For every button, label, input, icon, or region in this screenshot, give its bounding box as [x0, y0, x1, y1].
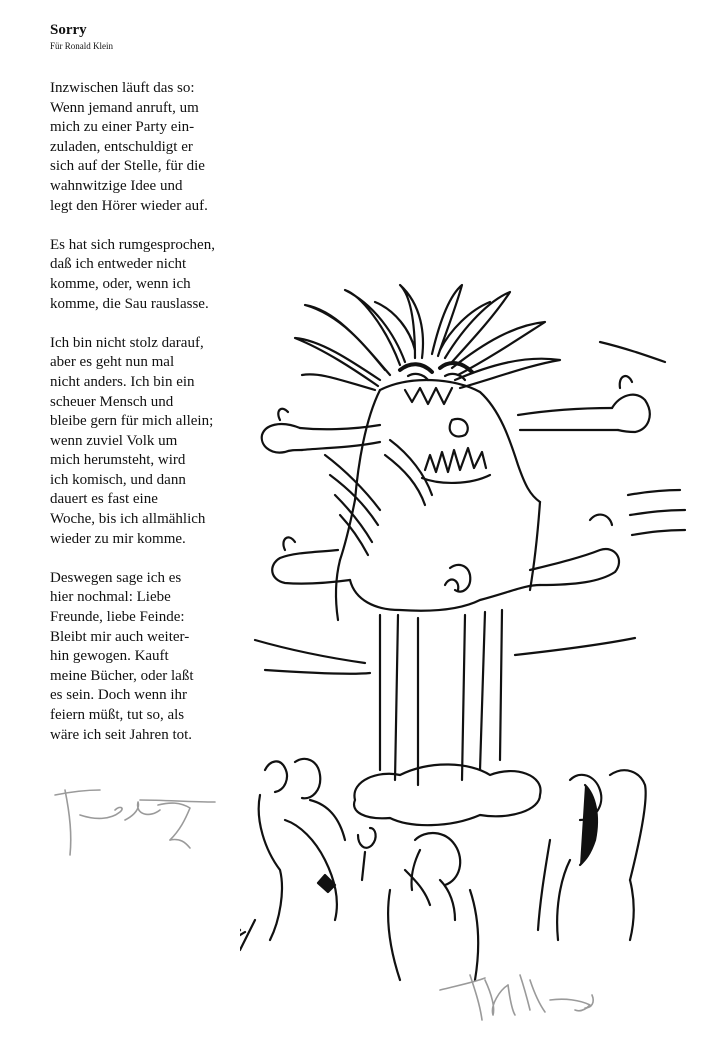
- poem-line: wenn zuviel Volk um: [50, 432, 178, 449]
- speed-lines: [255, 610, 635, 785]
- poem-body: [50, 79, 265, 765]
- stanza: [50, 569, 265, 745]
- crowd: [240, 759, 646, 980]
- poem-line: Bleibt mir auch weiter-: [50, 628, 190, 645]
- stanza: [50, 236, 265, 314]
- figure-body: [336, 363, 540, 620]
- figure-legs: [272, 515, 619, 611]
- poem-line: Es hat sich rumgesprochen,: [50, 236, 215, 253]
- poem-title: Sorry: [50, 22, 87, 38]
- poem-line: daß ich entweder nicht: [50, 256, 187, 273]
- dedication: Für Ronald Klein: [50, 41, 113, 51]
- stanza: [50, 334, 265, 550]
- poem-line: wäre ich seit Jahren tot.: [50, 726, 193, 743]
- motion-lines: [325, 440, 432, 555]
- poem-line: ich komisch, und dann: [50, 471, 186, 488]
- poem-line: nicht anders. Ich bin ein: [50, 373, 195, 390]
- poem-line: zuladen, entschuldigt er: [50, 138, 193, 155]
- poem-line: es sein. Doch wenn ihr: [50, 687, 188, 704]
- signature-bottom: [430, 960, 610, 1030]
- poem-line: hin gewogen. Kauft: [50, 648, 169, 665]
- poem-line: Woche, bis ich allmählich: [50, 511, 206, 528]
- poem-line: dauert es fast eine: [50, 491, 158, 508]
- poem-line: mich herumsteht, wird: [50, 452, 186, 469]
- poem-line: sich auf der Stelle, für die: [50, 158, 205, 175]
- poem-line: feiern müßt, tut so, als: [50, 707, 185, 723]
- cartoon-illustration: [240, 280, 720, 1040]
- poem-line: komme, die Sau rauslasse.: [50, 295, 209, 312]
- hair-strokes: [295, 285, 665, 390]
- signature-left: [40, 770, 230, 860]
- poem-line: hier nochmal: Liebe: [50, 589, 171, 606]
- poem-line: Wenn jemand anruft, um: [50, 99, 199, 116]
- poem-line: legt den Hörer wieder auf.: [50, 197, 208, 214]
- poem-line: scheuer Mensch und: [50, 393, 174, 410]
- poem-line: aber es geht nun mal: [50, 354, 175, 371]
- poem-line: komme, oder, wenn ich: [50, 275, 191, 292]
- poem-line: meine Bücher, oder laßt: [50, 667, 194, 684]
- stanza: [50, 79, 265, 216]
- poem-line: mich zu einer Party ein-: [50, 119, 195, 136]
- poem-line: wahnwitzige Idee und: [50, 177, 183, 194]
- cloud-platform: [354, 764, 541, 825]
- poem-line: bleibe gern für mich allein;: [50, 413, 214, 430]
- poem-line: wieder zu mir komme.: [50, 530, 186, 547]
- poem-line: Deswegen sage ich es: [50, 569, 182, 586]
- poem-line: Ich bin nicht stolz darauf,: [50, 334, 204, 351]
- poem-line: Inzwischen läuft das so:: [50, 80, 195, 96]
- poem-line: Freunde, liebe Feinde:: [50, 609, 185, 626]
